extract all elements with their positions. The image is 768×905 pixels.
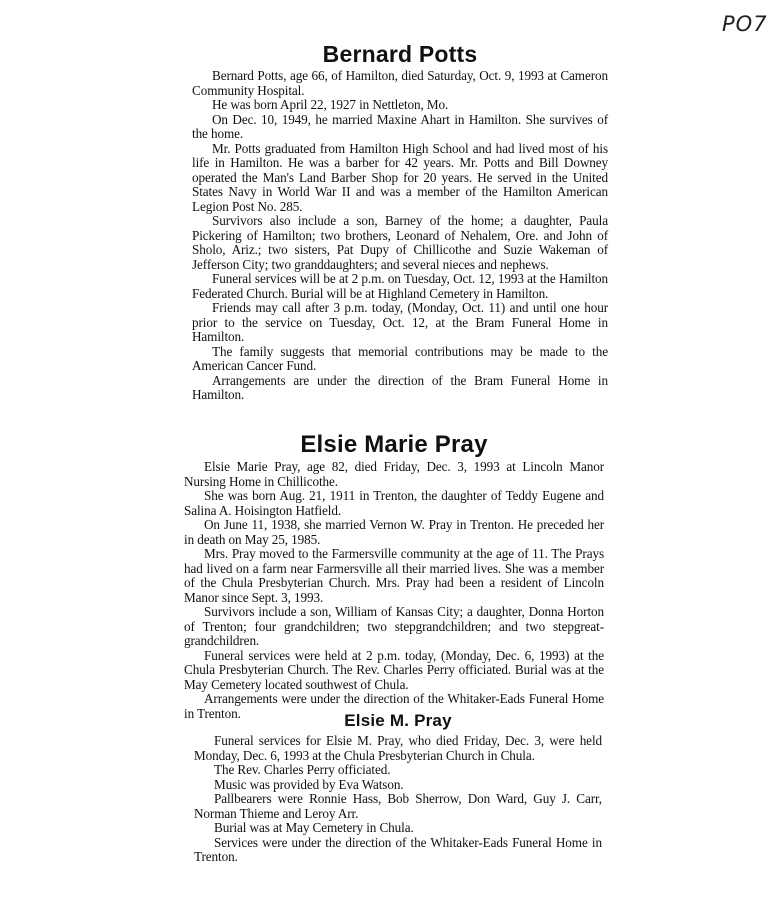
obituary-paragraph: He was born April 22, 1927 in Nettleton, Mo. bbox=[212, 97, 449, 112]
obituary-paragraph: The Rev. Charles Perry officiated. bbox=[214, 762, 391, 777]
obituary-title: Bernard Potts bbox=[322, 41, 478, 67]
obituary-paragraph: The family suggests that memorial contributions may be made to the American Cancer Fund. bbox=[192, 343, 608, 373]
obituary-paragraph: Elsie Marie Pray, age 82, died Friday, Dec. 3, 1993 at Lincoln Manor Nursing Home in Chillicothe. bbox=[184, 459, 604, 489]
obituary-elsie-m-pray-services bbox=[194, 710, 602, 865]
obituary-paragraph: On June 11, 1938, she married Vernon W. Pray in Trenton. He preceded her in death on May 25, 1985. bbox=[184, 517, 604, 547]
obituary-paragraph: Funeral services were held at 2 p.m. today, (Monday, Dec. 6, 1993) at the Chula Presbyterian Church. The Rev. Charles Perry officiated. Burial was at the May Cemetery located southwest of Chula. bbox=[184, 647, 604, 692]
obituary-paragraph: Arrangements were under the direction of the Whitaker-Eads Funeral Home in Trenton. bbox=[184, 691, 604, 721]
obituary-paragraph: Services were under the direction of the Whitaker-Eads Funeral Home in Trenton. bbox=[194, 834, 602, 864]
obituary-paragraph: Arrangements are under the direction of the Bram Funeral Home in Hamilton. bbox=[192, 372, 608, 402]
obituary-paragraph: Pallbearers were Ronnie Hass, Bob Sherrow, Don Ward, Guy J. Carr, Norman Thieme and Leroy Arr. bbox=[194, 791, 602, 821]
obituary-paragraph: Survivors include a son, William of Kansas City; a daughter, Donna Horton of Trenton; four grandchildren; two stepgrandchildren; and two stepgreat-grandchildren. bbox=[184, 604, 604, 648]
obituary-paragraph: On Dec. 10, 1949, he married Maxine Ahart in Hamilton. She survives of the home. bbox=[192, 111, 608, 141]
obituary-paragraph: Burial was at May Cemetery in Chula. bbox=[214, 820, 414, 835]
obituary-paragraph: Friends may call after 3 p.m. today, (Monday, Oct. 11) and until one hour prior to the service on Tuesday, Oct. 12, at the Bram Funeral Home in Hamilton. bbox=[192, 300, 608, 344]
obituary-paragraph: Mr. Potts graduated from Hamilton High School and had lived most of his life in Hamilton. He was a barber for 42 years. Mr. Potts and Bill Downey operated the Man's Land Barber Shop for 20 years. He served in the United States Navy in World War II and was a member of the Hamilton American Legion Post No. 285. bbox=[192, 140, 608, 214]
obituary-paragraph: Mrs. Pray moved to the Farmersville community at the age of 11. The Prays had lived on a farm near Farmersville all their married lives. She was a member of the Chula Presbyterian Church. Mrs. Pray had been a resident of Lincoln Manor since Sept. 3, 1993. bbox=[184, 546, 604, 605]
obituary-paragraph: Survivors also include a son, Barney of the home; a daughter, Paula Pickering of Hamilton; two brothers, Leonard of Nehalem, Ore. and John of Sholo, Ariz.; two sisters, Pat Dupy of Chillicothe and Suzie Wakeman of Jefferson City; two granddaughters; and several nieces and nephews. bbox=[192, 213, 608, 272]
obituary-title: Elsie M. Pray bbox=[344, 711, 452, 730]
handwritten-page-mark: PO7 bbox=[722, 12, 768, 36]
obituary-bernard-potts bbox=[192, 40, 608, 403]
obituary-paragraph: Music was provided by Eva Watson. bbox=[214, 776, 404, 792]
obituary-paragraph: She was born Aug. 21, 1911 in Trenton, the daughter of Teddy Eugene and Salina A. Hoisington Hatfield. bbox=[184, 488, 604, 518]
obituary-paragraph: Bernard Potts, age 66, of Hamilton, died Saturday, Oct. 9, 1993 at Cameron Community Hospital. bbox=[192, 68, 608, 98]
obituary-paragraph: Funeral services will be at 2 p.m. on Tuesday, Oct. 12, 1993 at the Hamilton Federated Church. Burial will be at Highland Cemetery in Hamilton. bbox=[192, 271, 608, 301]
obituary-paragraph: Funeral services for Elsie M. Pray, who died Friday, Dec. 3, were held Monday, Dec. 6, 1993 at the Chula Presbyterian Church in Chula. bbox=[194, 733, 602, 763]
obituary-elsie-marie-pray bbox=[184, 430, 604, 721]
obituary-title: Elsie Marie Pray bbox=[300, 431, 488, 458]
